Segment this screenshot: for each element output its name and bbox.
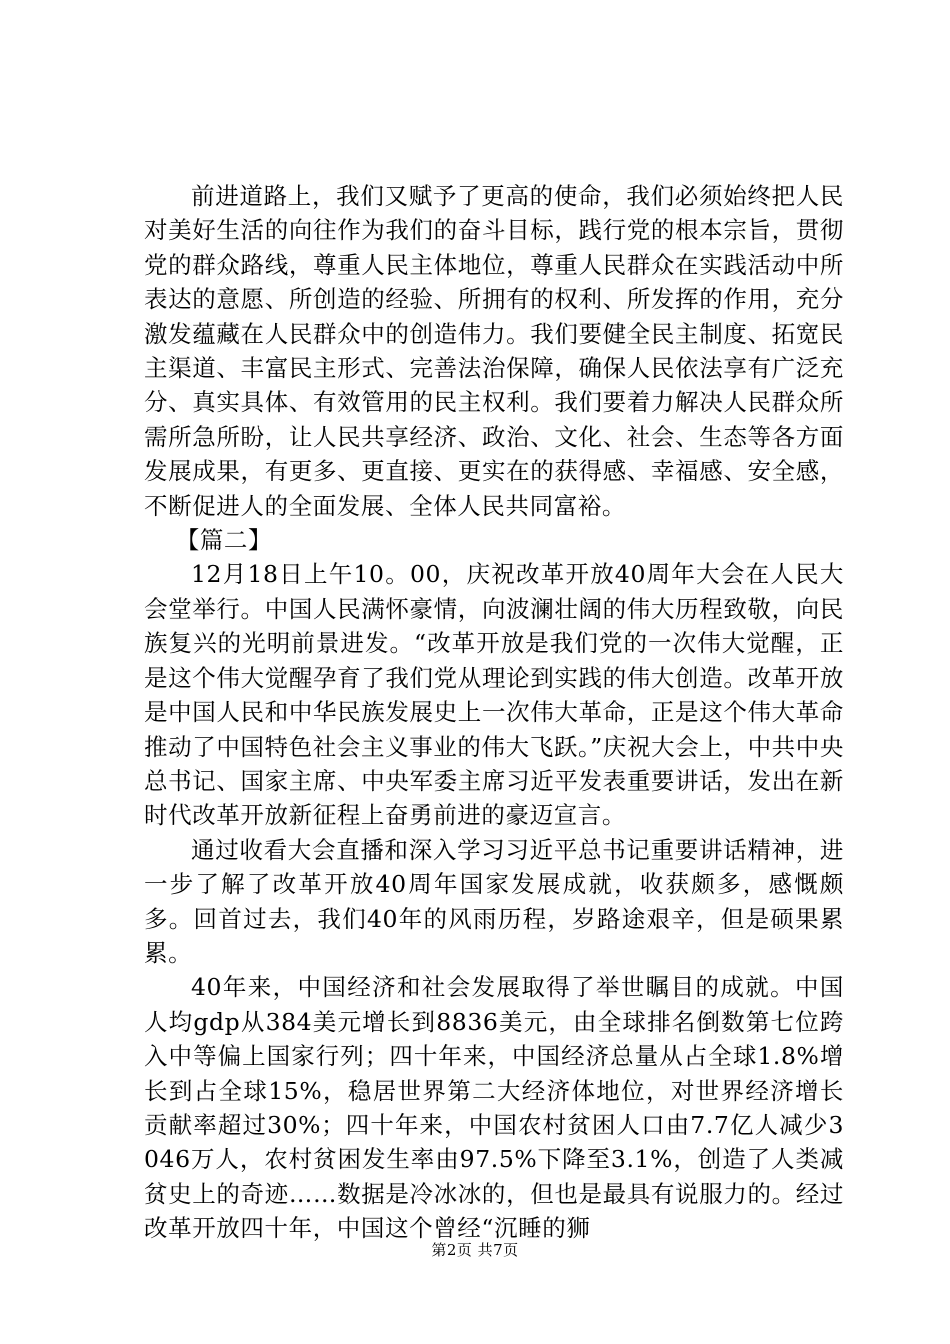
page-footer: 第2页 共7页 [431, 1241, 519, 1259]
section-heading: 【篇二】 [175, 526, 273, 555]
paragraph-anniversary-meeting: 12月18日上午10。00，庆祝改革开放40周年大会在人民大会堂举行。中国人民满怀豪情，向波澜壮阔的伟大历程致敬，向民族复兴的光明前景进发。“改革开放是我们党的一次伟大觉醒，正是这个伟大觉醒孕育了我们党从理论到实践的伟大创造。改革开放是中国人民和中华民族发展史上一次伟大革命，正是这个伟大革命推动了中国特色社会主义事业的伟大飞跃。”庆祝大会上，中共中央总书记、国家主席、中央军委主席习近平发表重要讲话，发出在新时代改革开放新征程上奋勇前进的豪迈宣言。 [144, 560, 844, 830]
paragraph-achievements: 40年来，中国经济和社会发展取得了举世瞩目的成就。中国人均gdp从384美元增长到8836美元，由全球排名倒数第七位跨入中等偏上国家行列；四十年来，中国经济总量从占全球1.8%增长到占全球15%，稳居世界第二大经济体地位，对世界经济增长贡献率超过30%；四十年来，中国农村贫困人口由7.7亿人减少3046万人，农村贫困发生率由97.5%下降至3.1%，创造了人类减贫史上的奇迹……数据是冷冰冰的，但也是最具有说服力的。经过改革开放四十年，中国这个曾经“沉睡的狮 [144, 973, 844, 1243]
paragraph-reflection: 通过收看大会直播和深入学习习近平总书记重要讲话精神，进一步了解了改革开放40周年国家发展成就，收获颇多，感慨颇多。回首过去，我们40年的风雨历程，岁路途艰辛，但是硕果累累。 [144, 835, 844, 967]
document-body [144, 179, 844, 1246]
paragraph-intro-continuation: 前进道路上，我们又赋予了更高的使命，我们必须始终把人民对美好生活的向往作为我们的奋斗目标，践行党的根本宗旨，贯彻党的群众路线，尊重人民主体地位，尊重人民群众在实践活动中所表达的意愿、所创造的经验、所拥有的权利、所发挥的作用，充分激发蕴藏在人民群众中的创造伟力。我们要健全民主制度、拓宽民主渠道、丰富民主形式、完善法治保障，确保人民依法享有广泛充分、真实具体、有效管用的民主权利。我们要着力解决人民群众所需所急所盼，让人民共享经济、政治、文化、社会、生态等各方面发展成果，有更多、更直接、更实在的获得感、幸福感、安全感，不断促进人的全面发展、全体人民共同富裕。 [144, 182, 844, 520]
